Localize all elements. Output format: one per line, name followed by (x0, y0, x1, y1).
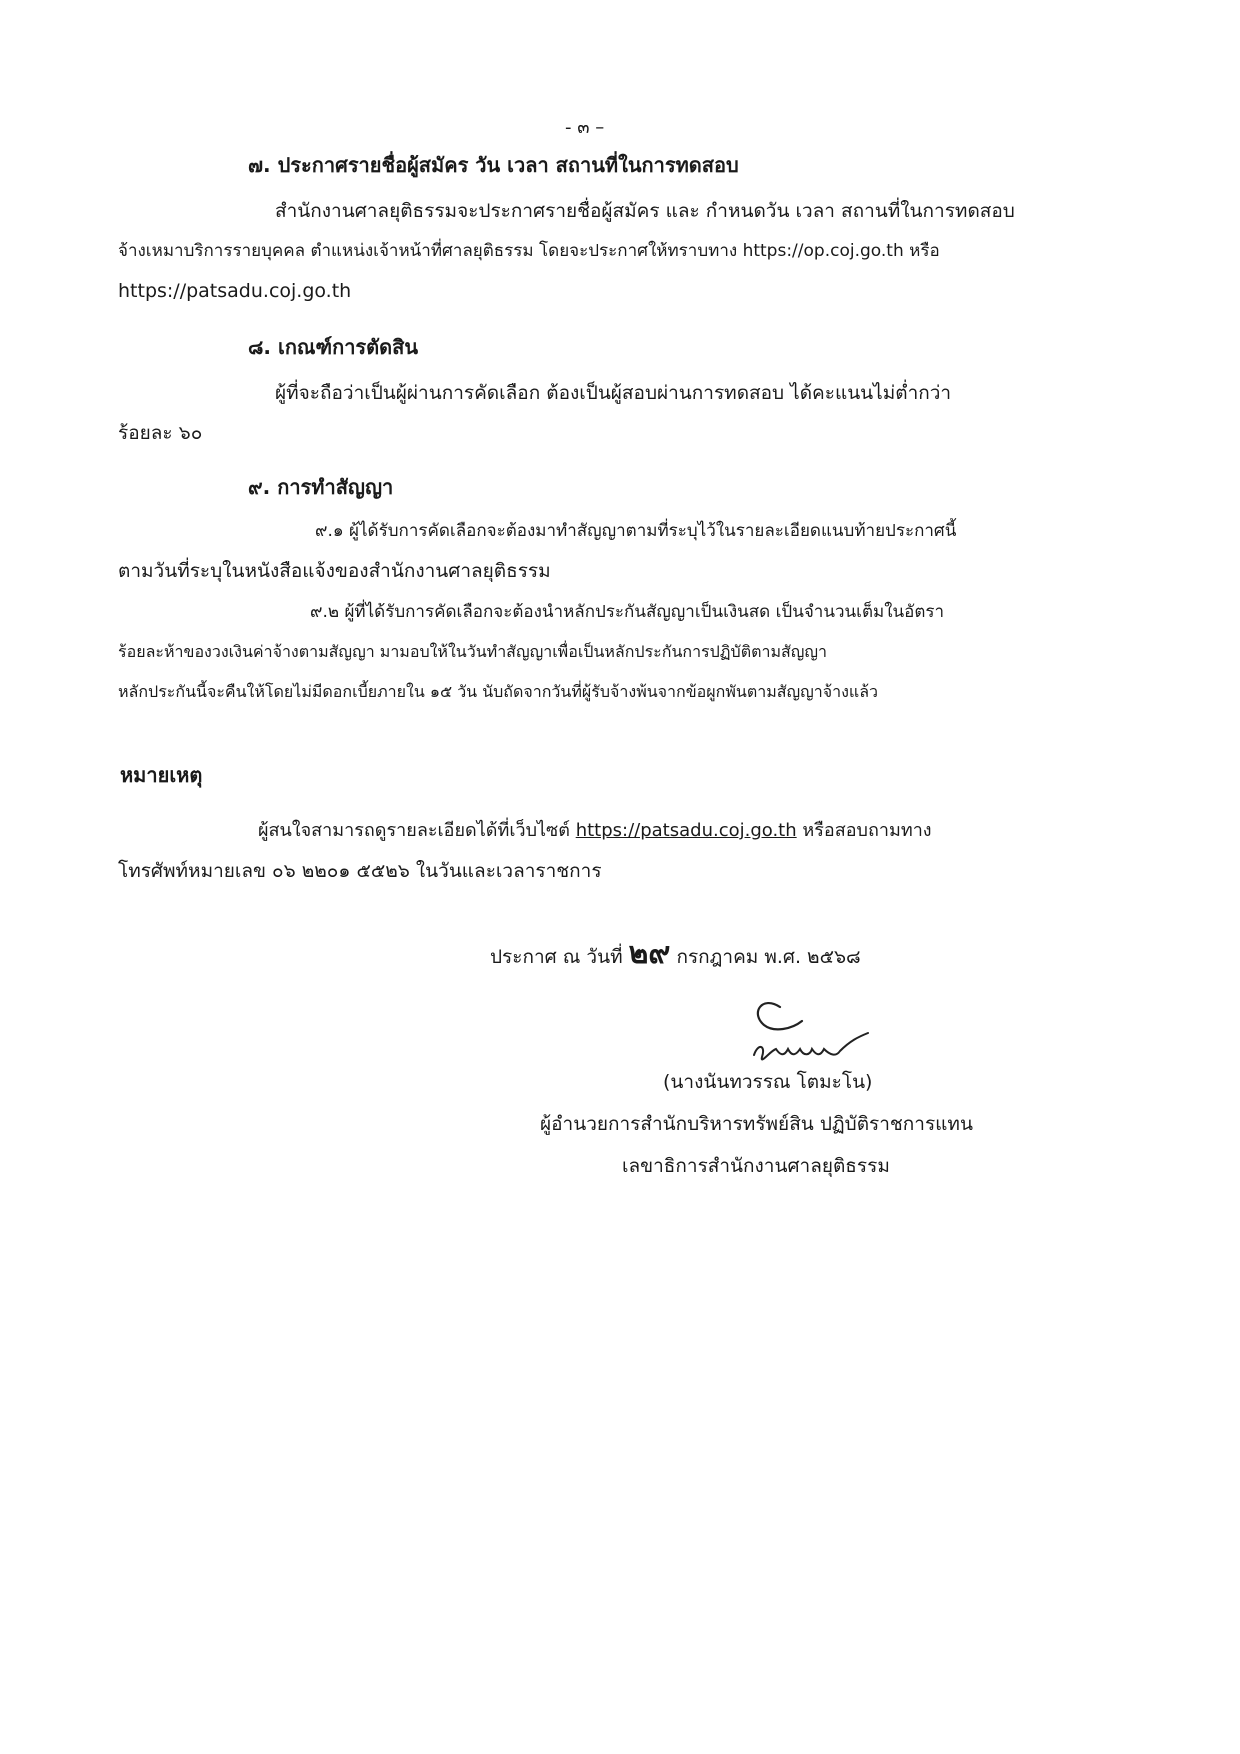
section-8-heading: ๘. เกณฑ์การตัดสิน (248, 335, 419, 359)
remark-line-2: โทรศัพท์หมายเลข ๐๖ ๒๒๐๑ ๕๕๒๖ ในวันและเวลาราชการ (118, 860, 602, 882)
section-7-line-2: จ้างเหมาบริการรายบุคคล ตำแหน่งเจ้าหน้าที่ศาลยุติธรรม โดยจะประกาศให้ทราบทาง https://op.coj.go.th หรือ (118, 241, 940, 261)
announcement-prefix: ประกาศ ณ วันที่ (490, 946, 623, 968)
section-9-heading: ๙. การทำสัญญา (248, 475, 394, 499)
signatory-title-line-1: ผู้อำนวยการสำนักบริหารทรัพย์สิน ปฏิบัติราชการแทน (540, 1113, 973, 1135)
section-9-1-line-1: ๙.๑ ผู้ได้รับการคัดเลือกจะต้องมาทำสัญญาตามที่ระบุไว้ในรายละเอียดแนบท้ายประกาศนี้ (315, 521, 957, 541)
website-link[interactable]: https://patsadu.coj.go.th (575, 820, 797, 841)
section-7-line-1: สำนักงานศาลยุติธรรมจะประกาศรายชื่อผู้สมัคร และ กำหนดวัน เวลา สถานที่ในการทดสอบ (275, 200, 1015, 222)
signatory-name: (นางนันทวรรณ โตมะโน) (663, 1071, 873, 1093)
remark-line-1 (258, 816, 932, 846)
signature-image (740, 985, 880, 1075)
section-7-line-3: https://patsadu.coj.go.th (118, 280, 352, 302)
announcement-date (490, 936, 861, 972)
section-9-2-line-2: ร้อยละห้าของวงเงินค่าจ้างตามสัญญา มามอบให้ในวันทำสัญญาเพื่อเป็นหลักประกันการปฏิบัติตามสัญญา (118, 642, 828, 661)
remark-heading: หมายเหตุ (120, 763, 203, 787)
section-7-heading: ๗. ประกาศรายชื่อผู้สมัคร วัน เวลา สถานที่ในการทดสอบ (248, 153, 739, 177)
announcement-suffix: กรกฎาคม พ.ศ. ๒๕๖๘ (676, 946, 861, 968)
remark-line-1-text: ผู้สนใจสามารถดูรายละเอียดได้ที่เว็บไซต์ (258, 820, 570, 841)
section-9-2-line-3: หลักประกันนี้จะคืนให้โดยไม่มีดอกเบี้ยภายใน ๑๕ วัน นับถัดจากวันที่ผู้รับจ้างพ้นจากข้อผูกพันตามสัญญาจ้างแล้ว (118, 682, 879, 701)
remark-line-1-tail: หรือสอบถามทาง (802, 820, 932, 841)
section-9-2-line-1: ๙.๒ ผู้ที่ได้รับการคัดเลือกจะต้องนำหลักประกันสัญญาเป็นเงินสด เป็นจำนวนเต็มในอัตรา (310, 602, 945, 622)
section-8-line-1: ผู้ที่จะถือว่าเป็นผู้ผ่านการคัดเลือก ต้องเป็นผู้สอบผ่านการทดสอบ ได้คะแนนไม่ต่ำกว่า (275, 382, 952, 404)
announcement-day: ๒๙ (628, 936, 671, 971)
section-9-1-line-2: ตามวันที่ระบุในหนังสือแจ้งของสำนักงานศาลยุติธรรม (118, 560, 551, 582)
page-number: - ๓ – (565, 117, 605, 138)
section-8-line-2: ร้อยละ ๖๐ (118, 422, 203, 444)
signatory-title-line-2: เลขาธิการสำนักงานศาลยุติธรรม (622, 1155, 890, 1177)
